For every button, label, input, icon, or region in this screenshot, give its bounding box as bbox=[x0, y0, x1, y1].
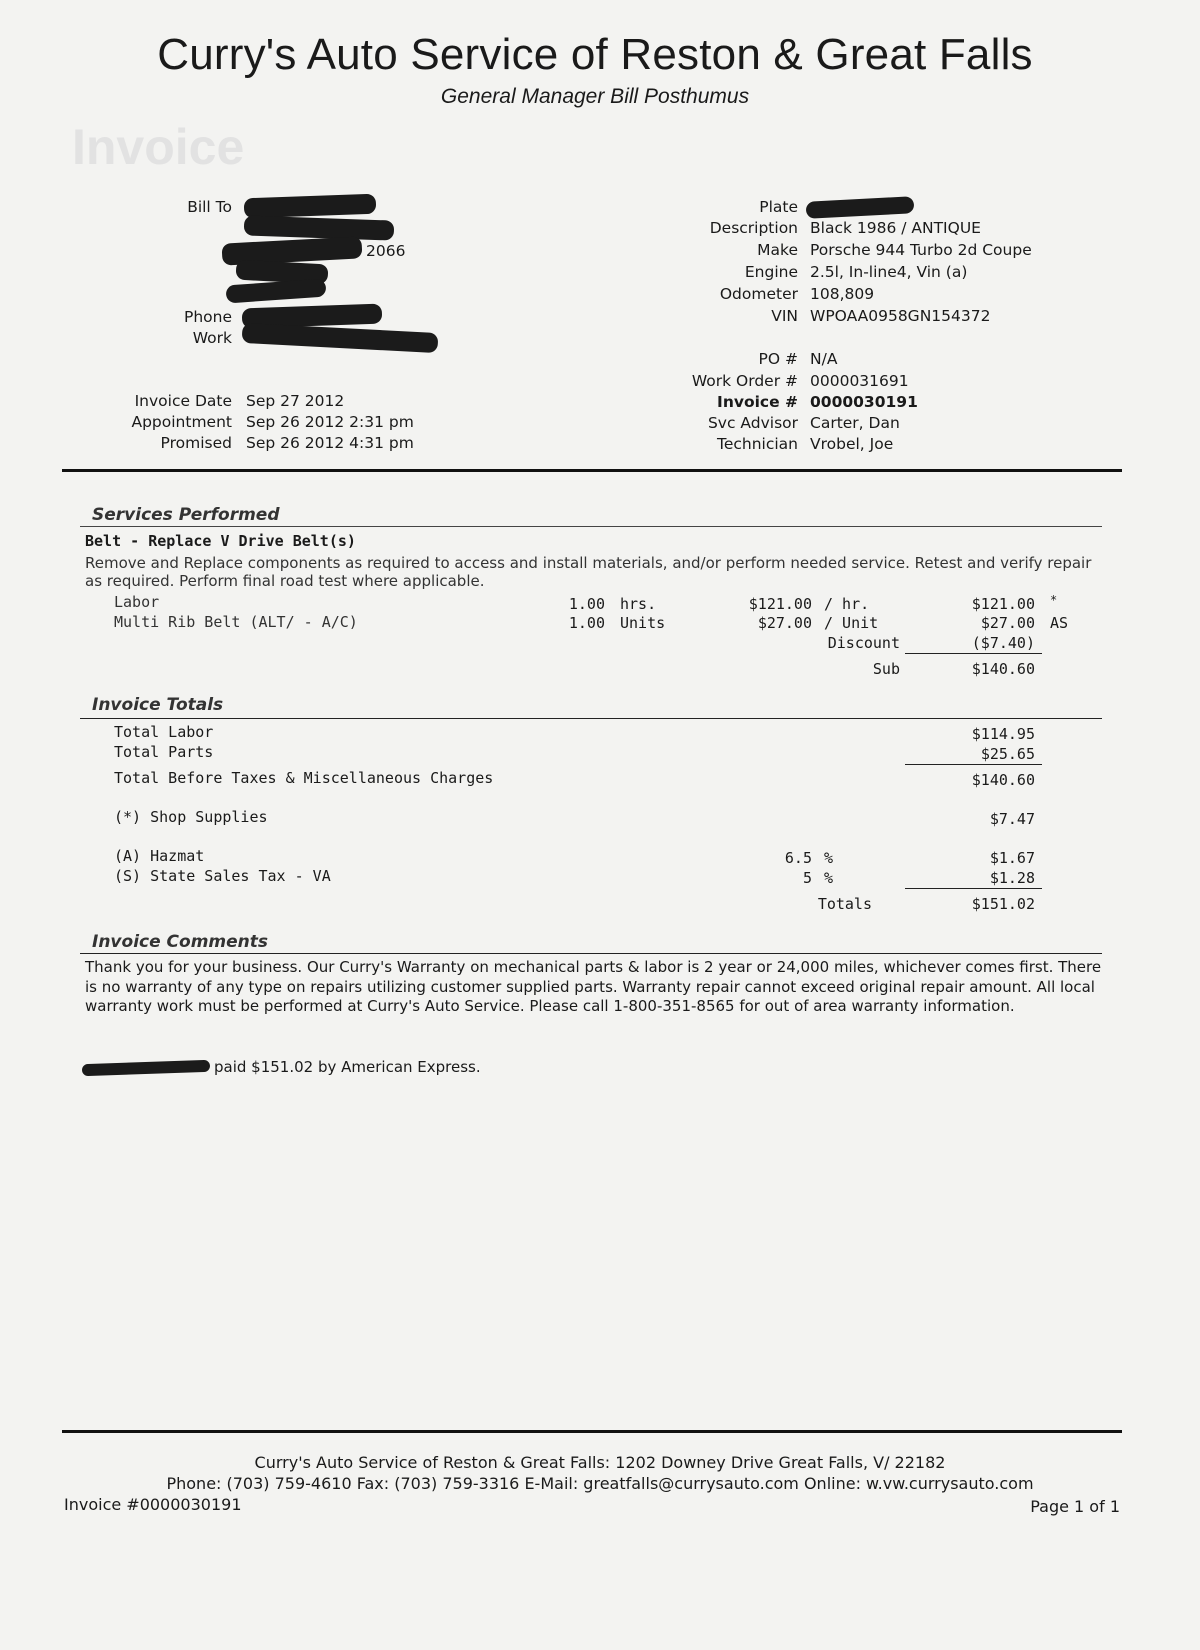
labor-unit: hrs. bbox=[620, 595, 657, 613]
discount-value: ($7.40) bbox=[971, 634, 1035, 652]
invoice-watermark: Invoice bbox=[72, 119, 245, 175]
general-manager-subtitle: General Manager Bill Posthumus bbox=[440, 85, 750, 108]
po-label: PO # bbox=[758, 350, 798, 368]
promised-label: Promised bbox=[160, 434, 232, 452]
hazmat-amount: $1.67 bbox=[989, 849, 1035, 867]
labor-amount: $121.00 bbox=[971, 595, 1035, 613]
redacted-name bbox=[244, 194, 377, 219]
vehicle-engine: 2.5l, In-line4, Vin (a) bbox=[810, 263, 968, 281]
labor-per: / hr. bbox=[824, 595, 870, 613]
comments-heading: Invoice Comments bbox=[92, 932, 269, 952]
tax-underline bbox=[905, 888, 1042, 889]
technician: Vrobel, Joe bbox=[810, 435, 894, 453]
parts-underline bbox=[905, 764, 1042, 765]
svc-advisor-label: Svc Advisor bbox=[707, 414, 798, 432]
invoice-date: Sep 27 2012 bbox=[246, 392, 345, 410]
footer-contact: Phone: (703) 759-4610 Fax: (703) 759-3316 E-Mail: greatfalls@currysauto.com Online: w.vw.currysauto.com bbox=[166, 1474, 1034, 1493]
labor-flag: * bbox=[1050, 593, 1058, 607]
work-order-label: Work Order # bbox=[691, 372, 798, 390]
redacted-payer bbox=[82, 1060, 210, 1076]
belt-per: / Unit bbox=[824, 614, 879, 632]
labor-rate: $121.00 bbox=[748, 595, 812, 613]
job-title: Belt - Replace V Drive Belt(s) bbox=[85, 532, 356, 550]
technician-label: Technician bbox=[717, 435, 798, 453]
footer-divider bbox=[62, 1430, 1122, 1433]
discount-underline bbox=[905, 653, 1042, 654]
svc-advisor: Carter, Dan bbox=[810, 414, 900, 432]
total-parts-label: Total Parts bbox=[114, 743, 214, 761]
hazmat-percent: % bbox=[824, 849, 834, 867]
company-title: Curry's Auto Service of Reston & Great Falls bbox=[157, 30, 1033, 79]
redacted-work-phone bbox=[242, 323, 439, 353]
belt-rate: $27.00 bbox=[757, 614, 812, 632]
job-description: Remove and Replace components as required to access and install materials, and/or perform needed service. Retest and verify repair as required. Perform final road test where applicable. bbox=[85, 554, 1092, 590]
odometer-label: Odometer bbox=[719, 285, 798, 303]
services-heading: Services Performed bbox=[92, 505, 280, 525]
payment-note: paid $151.02 by American Express. bbox=[214, 1058, 481, 1076]
footer-page-number: Page 1 of 1 bbox=[1030, 1497, 1120, 1516]
before-taxes: $140.60 bbox=[971, 771, 1035, 789]
state-tax-label: (S) State Sales Tax - VA bbox=[114, 867, 331, 885]
labor-qty: 1.00 bbox=[568, 595, 605, 613]
description-label: Description bbox=[709, 219, 798, 237]
invoice-number: 0000030191 bbox=[810, 393, 918, 411]
belt-qty: 1.00 bbox=[568, 614, 605, 632]
header-divider bbox=[62, 469, 1122, 472]
sub-value: $140.60 bbox=[971, 660, 1035, 678]
engine-label: Engine bbox=[744, 263, 798, 281]
redacted-plate bbox=[806, 196, 915, 219]
total-labor-label: Total Labor bbox=[114, 723, 214, 741]
address-fragment: 2066 bbox=[366, 242, 406, 260]
belt-amount: $27.00 bbox=[980, 614, 1035, 632]
work-order-number: 0000031691 bbox=[810, 372, 909, 390]
po-number: N/A bbox=[810, 350, 838, 368]
belt-flag: AS bbox=[1050, 614, 1069, 632]
sub-label: Sub bbox=[872, 660, 900, 678]
vehicle-description: Black 1986 / ANTIQUE bbox=[810, 219, 981, 237]
invoice-date-label: Invoice Date bbox=[134, 392, 232, 410]
invoice-number-label: Invoice # bbox=[717, 393, 798, 411]
shop-supplies-label: (*) Shop Supplies bbox=[114, 808, 268, 826]
hazmat-rate: 6.5 bbox=[784, 849, 812, 867]
hazmat-label: (A) Hazmat bbox=[114, 847, 205, 865]
phone-label: Phone bbox=[183, 308, 232, 326]
appointment-date: Sep 26 2012 2:31 pm bbox=[246, 413, 414, 431]
before-taxes-label: Total Before Taxes & Miscellaneous Charges bbox=[114, 769, 494, 787]
make-label: Make bbox=[757, 241, 798, 259]
line-item-labor: Labor bbox=[114, 593, 160, 611]
redacted-scribble bbox=[225, 279, 326, 304]
state-tax-percent: % bbox=[824, 869, 834, 887]
plate-label: Plate bbox=[759, 198, 798, 216]
vehicle-make: Porsche 944 Turbo 2d Coupe bbox=[810, 241, 1032, 259]
redacted-street bbox=[244, 215, 395, 240]
warranty-comments: Thank you for your business. Our Curry's Warranty on mechanical parts & labor is 2 year or 24,000 miles, whichever comes first. There is no warranty of any type on repairs utilizing customer supplied parts. Warranty repair cannot exceed original repair amount. All local warranty work must be performed at Curry's Auto Service. Please call 1-800-351-8565 for out of area warranty information. bbox=[85, 958, 1102, 1015]
footer-invoice-ref: Invoice #0000030191 bbox=[64, 1495, 242, 1514]
footer-address: Curry's Auto Service of Reston & Great Falls: 1202 Downey Drive Great Falls, V/ ​22182 bbox=[254, 1453, 946, 1472]
vehicle-odometer: 108,809 bbox=[810, 285, 875, 303]
shop-supplies: $7.47 bbox=[989, 810, 1035, 828]
discount-label: Discount bbox=[827, 634, 900, 652]
grand-total-label: Totals bbox=[817, 895, 872, 913]
totals-rule bbox=[80, 718, 1102, 719]
vin-label: VIN bbox=[771, 307, 798, 325]
state-tax-rate: 5 bbox=[802, 869, 812, 887]
total-parts: $25.65 bbox=[980, 745, 1035, 763]
bill-to-label: Bill To bbox=[187, 198, 232, 216]
work-label: Work bbox=[192, 329, 232, 347]
line-item-belt: Multi Rib Belt (ALT/ - A/C) bbox=[114, 613, 358, 631]
state-tax-amount: $1.28 bbox=[989, 869, 1035, 887]
grand-total: $151.02 bbox=[971, 895, 1035, 913]
totals-heading: Invoice Totals bbox=[92, 695, 224, 715]
services-rule bbox=[80, 526, 1102, 527]
total-labor: $114.95 bbox=[971, 725, 1035, 743]
appointment-label: Appointment bbox=[131, 413, 232, 431]
promised-date: Sep 26 2012 4:31 pm bbox=[246, 434, 414, 452]
vehicle-vin: WPOAA0958GN154372 bbox=[810, 307, 991, 325]
belt-unit: Units bbox=[620, 614, 666, 632]
comments-rule bbox=[80, 953, 1102, 954]
